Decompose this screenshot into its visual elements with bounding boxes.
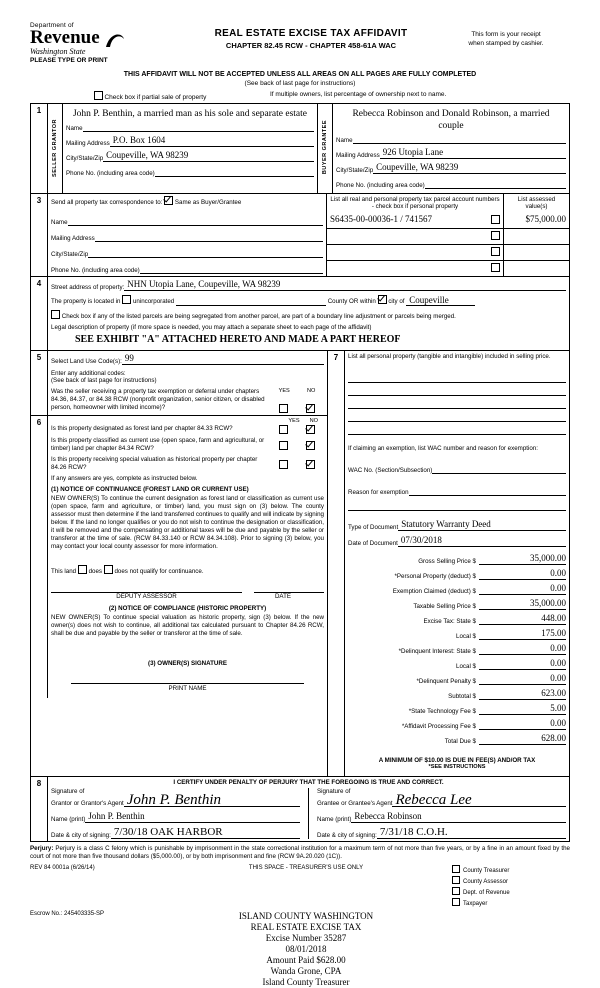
washington-state-label: Washington State (30, 47, 86, 56)
corr-citystatezip-label: City/State/Zip (51, 251, 89, 258)
treasurer-stamp (160, 911, 452, 988)
amount-value-4[interactable]: 448.00 (479, 613, 566, 625)
grantor-signature[interactable]: John P. Benthin (124, 795, 300, 807)
seller-mailing-row (66, 135, 314, 147)
acceptance-notice-line2: (See back of last page for instructions) (244, 80, 356, 87)
amount-label-11: *Affidavit Processing Fee $ (401, 723, 476, 730)
buyer-phone-input[interactable] (425, 177, 566, 189)
unincorporated-label: unincorporated (132, 298, 175, 305)
grantor-sig-label: Signature of (51, 788, 85, 795)
form-subtitle: CHAPTER 82.45 RCW - CHAPTER 458-61A WAC (225, 41, 397, 50)
partial-sale-checkbox[interactable] (94, 91, 103, 100)
doc-type-row (348, 519, 566, 531)
corr-citystatezip-row (48, 244, 327, 260)
amount-label-3: Taxable Selling Price $ (413, 603, 476, 610)
perjury-bold: Perjury: (30, 845, 54, 852)
buyer-mailing-input[interactable]: 926 Utopia Lane (380, 147, 566, 159)
notice-1-title: (1) NOTICE OF CONTINUANCE (FOREST LAND OR CURRENT USE) (51, 486, 249, 493)
box-6-q3: Is this property receiving special valuation as historical property per chapter 84.26 RCW? (51, 456, 258, 471)
seller-citystatezip-input[interactable]: Coupeville, WA 98239 (103, 150, 314, 162)
escrow-number[interactable]: 245403335-SP (64, 911, 105, 917)
doc-type-label: Type of Document (348, 524, 399, 531)
escrow-block (30, 911, 160, 917)
street-address-row (51, 279, 566, 291)
box-5-question: Was the seller receiving a property tax exemption or deferral under chapters 84.36, 84.37, or 84.38 RCW (nonprofit organization, senior citizen, or disabled person, homeowner with limited income)? (51, 388, 265, 411)
does-not-checkbox[interactable] (104, 565, 113, 574)
box-5-yes-checkbox[interactable] (279, 404, 288, 413)
amount-value-10[interactable]: 5.00 (479, 703, 566, 715)
legal-desc-label-row (51, 324, 566, 331)
location-row (51, 295, 566, 306)
seller-mailing-label: Mailing Address (66, 140, 110, 147)
rev-form-number: REV 84 0001a (6/26/14) (30, 865, 95, 871)
box-6-ifany: If any answers are yes, complete as instructed below. (51, 475, 198, 482)
copy-distribution (452, 865, 570, 909)
owner-signature-title[interactable]: (3) OWNER(S) SIGNATURE (148, 660, 227, 667)
city-of-checkbox[interactable] (378, 295, 387, 304)
partial-sale-row (30, 91, 570, 101)
amount-value-11[interactable]: 0.00 (479, 718, 566, 730)
parcel-row-3 (327, 244, 504, 260)
amounts-block (348, 553, 566, 745)
seller-phone-row (66, 165, 314, 179)
county-treasurer-label: County Treasurer (463, 868, 510, 874)
grantee-name[interactable]: Rebecca Robinson (351, 811, 566, 823)
doc-date-input[interactable]: 07/30/2018 (398, 535, 566, 547)
stamp-line-7: Island County Treasurer (262, 977, 350, 987)
doc-date-label: Date of Document (348, 540, 398, 547)
box-6-content (48, 416, 328, 698)
parcel-row-1 (327, 212, 504, 228)
amount-label-2: Exemption Claimed (deduct) $ (392, 588, 476, 595)
amount-value-2[interactable]: 0.00 (479, 583, 566, 595)
corr-phone-row (48, 260, 327, 277)
buyer-mailing-label: Mailing Address (336, 152, 380, 159)
grantor-agent-label: Grantor or Grantor's Agent (51, 800, 124, 807)
does-checkbox[interactable] (78, 565, 87, 574)
grantee-signature-block (308, 788, 566, 839)
located-label: The property is located in (51, 298, 121, 305)
wac-label: WAC No. (Section/Subsection) (348, 467, 433, 474)
amount-value-1[interactable]: 0.00 (479, 568, 566, 580)
seller-mailing-input[interactable]: P.O. Box 1604 (110, 135, 314, 147)
grantor-signature-block (51, 788, 308, 839)
seller-citystatezip-label: City/State/Zip (66, 155, 104, 162)
amount-value-0[interactable]: 35,000.00 (479, 553, 566, 565)
box-8-content (48, 777, 570, 842)
swoosh-icon (104, 30, 126, 55)
box-6-no-label: NO (309, 418, 318, 424)
county-assessor-label: County Assessor (463, 879, 509, 885)
buyer-phone-label: Phone No. (including area code) (336, 182, 425, 189)
land-use-label: Select Land Use Code(s): (51, 358, 122, 365)
taxpayer-label: Taxpayer (463, 901, 488, 907)
seller-block (63, 104, 318, 194)
this-land-label: This land (51, 568, 77, 575)
agency-logo (30, 22, 180, 64)
parcel-personal-checkbox-3[interactable] (491, 247, 500, 256)
corr-mailing-row (48, 228, 327, 244)
partial-sale-check[interactable] (30, 91, 270, 101)
same-as-buyer-checkbox[interactable] (164, 196, 173, 205)
assessed-value-1[interactable]: $75,000.00 (504, 212, 570, 228)
grantee-name-label: Name (print) (317, 816, 352, 823)
amount-value-9[interactable]: 623.00 (479, 688, 566, 700)
dept-of-revenue-label: Dept. of Revenue (463, 890, 510, 896)
box-4-number: 4 (31, 277, 48, 351)
box-6-q1-yes[interactable] (279, 425, 288, 434)
form-header (30, 22, 570, 64)
seller-phone-label: Phone No. (including area code) (66, 170, 155, 177)
buyer-block (333, 104, 570, 194)
multiple-owners-note: If multiple owners, list percentage of ownership next to name. (270, 91, 447, 98)
stamp-line-1: ISLAND COUNTY WASHINGTON (238, 911, 374, 921)
amount-value-5[interactable]: 175.00 (479, 628, 566, 640)
buyer-citystatezip-label: City/State/Zip (336, 167, 374, 174)
grantor-date-label: Date & city of signing: (51, 832, 111, 839)
wac-input[interactable] (432, 462, 566, 474)
taxpayer-checkbox[interactable] (452, 898, 460, 906)
grantee-date-city[interactable]: 7/31/18 C.O.H. (377, 827, 566, 839)
form-sheet (30, 22, 570, 988)
stamp-line-3: Excise Number 35287 (265, 933, 347, 943)
buyer-name-row (336, 132, 566, 144)
county-or-label: County OR within (327, 298, 376, 305)
notice-1-body: NEW OWNER(S) To continue the current designation as forest land or classification as current use (open space, farm and agriculture, or timber) land, you must sign on (3) below. The county assessor must then determine if the land transferred continues to qualify and will indicate by signing below. If the land no longer qualifies or you do not wish to continue the designation or classification, it will be removed and the compensating or additional taxes will be due and payable by the seller or transferor at the time of sale. (RCW 84.33.140 or RCW 84.34.108). Prior to signing (3) below, you may contact your local county assessor for more information. (51, 495, 324, 550)
box-4-content (48, 277, 570, 351)
reason-input[interactable] (409, 484, 566, 496)
box-3-number: 3 (31, 194, 48, 277)
assessed-header-cell: List assessed value(s) (517, 196, 556, 210)
correspondence-label: Send all property tax correspondence to: (51, 199, 163, 206)
box-6-q1-no[interactable] (306, 425, 315, 434)
box-5-number: 5 (31, 351, 48, 416)
corr-phone-label: Phone No. (including area code) (51, 267, 140, 274)
reason-row (348, 484, 566, 496)
buyer-mailing-row (336, 147, 566, 159)
amount-label-4: Excise Tax: State $ (423, 618, 476, 625)
grantee-date-label: Date & city of signing: (317, 832, 377, 839)
buyer-side-label: BUYER GRANTEE (318, 104, 333, 194)
box-5-no-label: NO (307, 388, 316, 394)
boundary-label: Check box if any of the listed parcels are being segregated from another parcel, are part of a boundary line adjustment or parcels being merged. (61, 313, 456, 320)
dept-label: Department of (30, 22, 74, 29)
box-567-table (30, 351, 570, 777)
buyer-citystatezip-input[interactable]: Coupeville, WA 98239 (373, 162, 566, 174)
grantor-name-label: Name (print) (51, 816, 86, 823)
amount-value-7[interactable]: 0.00 (479, 658, 566, 670)
unincorporated-checkbox[interactable] (122, 295, 131, 304)
box-7-content (345, 351, 570, 776)
treasurer-use-label: THIS SPACE - TREASURER'S USE ONLY (248, 865, 364, 871)
doc-type-input[interactable]: Statutory Warranty Deed (398, 519, 566, 531)
amount-label-1: *Personal Property (deduct) $ (394, 573, 476, 580)
street-address-input[interactable]: NHN Utopia Lane, Coupeville, WA 98239 (124, 279, 566, 291)
assessed-value-3[interactable] (504, 244, 570, 260)
certify-statement: I CERTIFY UNDER PENALTY OF PERJURY THAT THE FOREGOING IS TRUE AND CORRECT. (173, 779, 444, 786)
amount-value-12[interactable]: 628.00 (479, 733, 566, 745)
amount-label-7: Local $ (456, 663, 476, 670)
exemption-label: If claiming an exemption, list WAC number and reason for exemption: (348, 445, 538, 452)
assessed-value-2[interactable] (504, 228, 570, 244)
does-not-label: does not qualify for continuance. (114, 568, 204, 575)
box-6-q2-yes[interactable] (279, 441, 288, 450)
wac-row (348, 462, 566, 474)
corr-name-label: Name (51, 219, 68, 226)
box-6-q2-row (51, 437, 324, 453)
grantee-signature[interactable]: Rebecca Lee (392, 795, 566, 807)
corr-phone-input[interactable] (140, 262, 323, 274)
corr-name-row (48, 212, 327, 228)
escrow-label: Escrow No.: (30, 911, 63, 917)
notice-2-title: (2) NOTICE OF COMPLIANCE (HISTORIC PROPERTY) (108, 605, 267, 612)
box-6-q1: Is this property designated as forest land per chapter 84.33 RCW? (51, 425, 233, 432)
amount-label-9: Subtotal $ (448, 693, 476, 700)
receipt-note (442, 22, 570, 48)
box-6-table (31, 416, 327, 698)
grantee-agent-label: Grantee or Grantee's Agent (317, 800, 393, 807)
street-address-label: Street address of property: (51, 284, 125, 291)
continuance-row (51, 565, 324, 575)
amount-label-5: Local $ (456, 633, 476, 640)
seller-name-heading: John P. Benthin, a married man as his sole and separate estate (72, 109, 307, 119)
seller-name-row (66, 120, 314, 132)
signature-columns (51, 788, 566, 839)
right-column (328, 351, 570, 777)
land-use-input[interactable]: 99 (122, 353, 324, 365)
personal-property-header: List all personal property (tangible and intangible) included in selling price. (348, 353, 551, 360)
parties-table (30, 103, 570, 194)
amount-label-10: *State Technology Fee $ (408, 708, 476, 715)
buyer-name-heading: Rebecca Robinson and Donald Robinson, a married couple (352, 109, 550, 131)
assessor-sign-labels (51, 593, 324, 600)
box-8-table (30, 777, 570, 842)
stamp-line-2: REAL ESTATE EXCISE TAX (250, 922, 362, 932)
print-name-label: PRINT NAME (168, 685, 207, 692)
escrow-row (30, 911, 570, 988)
form-footer (30, 865, 570, 909)
seller-name-input[interactable] (83, 120, 314, 132)
minimum-due-note: A MINIMUM OF $10.00 IS DUE IN FEE(S) AND/OR TAX (378, 757, 536, 764)
seller-name-label: Name (66, 125, 83, 132)
box-6-q3-row (51, 456, 324, 472)
perjury-text: Perjury is a class C felony which is punishable by imprisonment in the state correctional institution for a maximum term of not more than five years, or by a fine in an amount fixed by the court of not more than five thousand dollars ($5,000.00), or by both imprisonment and fine (RCW 9A.20.020 (1C)). (30, 845, 570, 860)
parcel-personal-checkbox-4[interactable] (491, 263, 500, 272)
box-6-q2-no[interactable] (306, 441, 315, 450)
boundary-checkbox[interactable] (51, 310, 60, 319)
amount-label-0: Gross Selling Price $ (418, 558, 476, 565)
legal-description-value[interactable]: SEE EXHIBIT "A" ATTACHED HERETO AND MADE A PART HEREOF (75, 334, 401, 345)
corr-mailing-input[interactable] (95, 230, 323, 242)
box-6-q3-yes[interactable] (279, 460, 288, 469)
parcel-header-cell: List all real and personal property tax parcel account numbers - check box if personal property (327, 194, 504, 212)
grantee-sig-label: Signature of (317, 788, 351, 795)
legal-desc-label: Legal description of property (if more space is needed, you may attach a separate sheet to each page of the affidavit) (51, 324, 372, 331)
stamp-line-4: 08/01/2018 (285, 944, 327, 954)
seller-side-label: SELLER GRANTOR (48, 104, 63, 194)
perjury-note (30, 845, 570, 861)
receipt-line-1: This form is your receipt (471, 31, 541, 38)
amount-label-8: *Delinquent Penalty $ (416, 678, 476, 685)
receipt-line-2: when stamped by cashier. (468, 40, 544, 47)
acceptance-notice (30, 70, 570, 88)
notice-2-body: NEW OWNER(S) To continue special valuation as historic property, sign (3) below. If the new owner(s) does not wish to continue, all additional tax calculated pursuant to Chapter 84.26 RCW, shall be due and payable by the seller or transferor at the time of sale. (51, 614, 324, 637)
pp-line-1[interactable] (348, 370, 566, 383)
partial-sale-label: Check box if partial sale of property (104, 94, 207, 101)
parcel-personal-checkbox-2[interactable] (491, 231, 500, 240)
buyer-name-input[interactable] (353, 132, 566, 144)
box-6-number: 6 (31, 416, 48, 698)
pp-line-2[interactable] (348, 383, 566, 396)
corr-citystatezip-input[interactable] (88, 246, 323, 258)
parcel-personal-checkbox-1[interactable] (491, 215, 500, 224)
buyer-phone-row (336, 177, 566, 191)
does-label: does (88, 568, 102, 575)
amount-label-6: *Delinquent Interest: State $ (398, 648, 476, 655)
county-assessor-checkbox[interactable] (452, 876, 460, 884)
city-of-label: city of (388, 298, 405, 305)
amount-value-8[interactable]: 0.00 (479, 673, 566, 685)
corr-mailing-label: Mailing Address (51, 235, 95, 242)
corr-name-input[interactable] (68, 214, 323, 226)
box-6-q2: Is this property classified as current use (open space, farm and agricultural, or timber) land per chapter 84.34 RCW? (51, 437, 265, 452)
grantor-date-city[interactable]: 7/30/18 OAK HARBOR (111, 827, 300, 839)
type-or-print-label: PLEASE TYPE OR PRINT (30, 57, 108, 64)
see-instructions-note: *SEE INSTRUCTIONS (428, 764, 486, 770)
land-use-row (51, 353, 324, 365)
deputy-assessor-label: DEPUTY ASSESSOR (116, 593, 177, 600)
box-6-q1-row (51, 425, 324, 434)
boundary-row (51, 310, 566, 320)
doc-date-row (348, 535, 566, 547)
box-5-content (48, 351, 328, 416)
city-input[interactable]: Coupeville (406, 295, 475, 306)
same-as-buyer-label: Same as Buyer/Grantee (174, 199, 242, 206)
left-column (31, 351, 328, 777)
parcel-value-1[interactable]: S6435-00-00036-1 / 741567 (330, 214, 432, 224)
assessed-value-4[interactable] (504, 260, 570, 277)
amount-value-3[interactable]: 35,000.00 (479, 598, 566, 610)
owner-signature-line[interactable] (71, 683, 304, 684)
box-4-table (30, 277, 570, 351)
buyer-name-label: Name (336, 137, 353, 144)
dept-of-revenue-checkbox[interactable] (452, 887, 460, 895)
stamp-line-5: Amount Paid $628.00 (266, 955, 346, 965)
reason-label: Reason for exemption (348, 489, 409, 496)
revenue-wordmark: Revenue (30, 27, 100, 48)
box-3-table (30, 194, 570, 277)
pp-line-5[interactable] (348, 422, 566, 435)
additional-codes-label: Enter any additional codes: (See back of last page for instructions) (51, 370, 157, 384)
box-8-number: 8 (31, 777, 48, 842)
box-5-no-checkbox[interactable] (306, 404, 315, 413)
assessor-date-label: DATE (274, 593, 292, 600)
amount-value-6[interactable]: 0.00 (479, 643, 566, 655)
stamp-line-6: Wanda Grone, CPA (270, 966, 342, 976)
acceptance-notice-line1: THIS AFFIDAVIT WILL NOT BE ACCEPTED UNLESS ALL AREAS ON ALL PAGES ARE FULLY COMPLETED (123, 71, 477, 78)
box-1-number: 1 (31, 104, 48, 194)
reason-line-2[interactable] (348, 498, 566, 511)
box-5-yes-label: YES (278, 388, 290, 394)
personal-property-lines (348, 370, 566, 435)
form-title: REAL ESTATE EXCISE TAX AFFIDAVIT (214, 28, 408, 39)
grantor-name[interactable]: John P. Benthin (85, 811, 300, 823)
seller-phone-input[interactable] (155, 165, 314, 177)
buyer-citystatezip-row (336, 162, 566, 174)
seller-citystatezip-row (66, 150, 314, 162)
parcel-row-4 (327, 260, 504, 277)
box-6-q3-no[interactable] (306, 460, 315, 469)
box-6-yes-label: YES (288, 418, 300, 424)
box-5-question-row (51, 388, 324, 413)
county-treasurer-checkbox[interactable] (452, 865, 460, 873)
parcel-row-2 (327, 228, 504, 244)
correspondence-row (48, 194, 327, 212)
box-7-table (328, 351, 569, 776)
pp-line-4[interactable] (348, 409, 566, 422)
amount-label-12: Total Due $ (444, 738, 476, 745)
box-7-number: 7 (328, 351, 345, 776)
form-title-block (180, 22, 442, 50)
pp-line-3[interactable] (348, 396, 566, 409)
box-5-table (31, 351, 327, 416)
